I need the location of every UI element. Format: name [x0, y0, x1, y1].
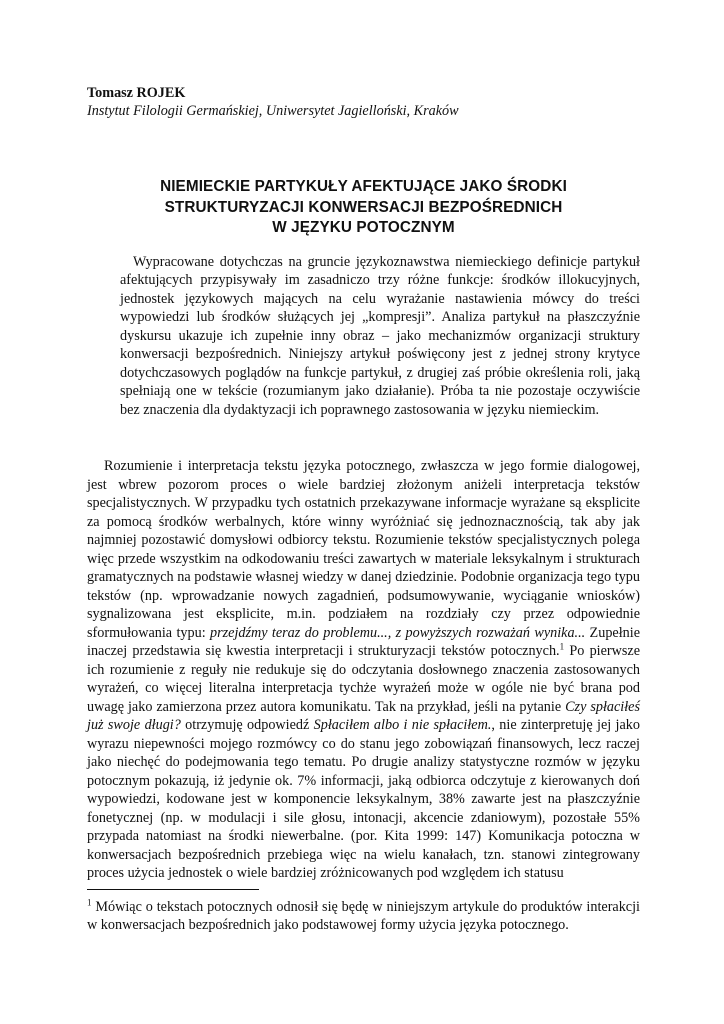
abstract: Wypracowane dotychczas na gruncie językoznawstwa niemieckiego definicje partykuł afektujących przypisywały im zasadniczo trzy różne funkcje: środków illokucyjnych, jednostek językowych mających na celu wyrażanie nastawienia mówcy do treści wypowiedzi lub środków służących jej „kompresji”. Analiza partykuł na płaszczyźnie dyskursu ukazuje ich zupełnie inny obraz – jako mechanizmów organizacji struktury konwersacji bezpośrednich. Niniejszy artykuł poświęcony jest z jednej strony krytyce dotychczasowych poglądów na funkcje partykuł, z drugiej zaś próbie określenia roli, jaką spełniają one w tekście (rozumianym jako działanie). Próba ta nie pozostaje oczywiście bez znaczenia dla dydaktyzacji ich poprawnego zastosowania w języku niemieckim. [120, 253, 640, 418]
italic-example: Czy spłaciłeś już swoje długi? [87, 698, 640, 733]
article-title [87, 177, 640, 239]
body-text-segment: Rozumienie i interpretacja tekstu języka potocznego, zwłaszcza w jego formie dialogowej, jest wbrew pozorom proces o wiele bardziej złożonym aniżeli interpretacja tekstów specjalistycznych. W przypadku tych ostatnich przekazywane informacje wyrażane są eksplicite za pomocą środków werbalnych, które winny wyróżniać się jednoznacznością, tak aby jak najmniej pozostawić domysłowi odbiorcy tekstu. Rozumienie tekstów specjalistycznych polega więc przede wszystkim na odkodowaniu treści zawartych w materiale leksykalnym i strukturach gramatycznych na podstawie własnej wiedzy w danej dziedzinie. Podobnie organizacja tego typu tekstów (np. wprowadzanie nowych zagadnień, podsumowywanie, wyciąganie wniosków) sygnalizowana jest eksplicite, m.in. podziałem na rozdziały czy przez odpowiednie sformułowania typu: [87, 458, 640, 641]
body-text-segment: otrzymuję odpowiedź [180, 717, 314, 733]
body-text-segment: Po pierwsze ich rozumienie z reguły nie redukuje się do odczytania dosłownego znaczenia zastosowanych wyrażeń, co więcej literalna interpretacja tychże wyrażeń może w ogóle nie być brana pod uwagę jako zamierzona przez autora komunikatu. Tak na przykład, jeśli na pytanie [87, 643, 640, 715]
title-line-3: W JĘZYKU POTOCZNYM [272, 219, 455, 236]
document-page [87, 84, 640, 935]
title-line-1: NIEMIECKIE PARTYKUŁY AFEKTUJĄCE JAKO ŚRODKI [160, 178, 567, 195]
author-affiliation: Instytut Filologii Germańskiej, Uniwersytet Jagielloński, Kraków [87, 103, 459, 119]
footnote [87, 898, 640, 935]
footnote-text: Mówiąc o tekstach potocznych odnosił się będę w niniejszym artykule do produktów interakcji w konwersacjach bezpośrednich jako podstawowej formy użycia języka potocznego. [87, 898, 640, 933]
title-line-2: STRUKTURYZACJI KONWERSACJI BEZPOŚREDNICH [164, 198, 563, 216]
footnote-number: 1 [87, 896, 92, 907]
footnote-reference: 1 [559, 641, 565, 652]
footnote-separator [87, 889, 259, 890]
author-name: Tomasz ROJEK [87, 85, 186, 101]
body-paragraph [87, 457, 640, 883]
italic-example: przejdźmy teraz do problemu..., z powyższych rozważań wynika... [210, 624, 586, 641]
body-text-segment: , nie zinterpretuję jej jako wyrazu niepewności mojego rozmówcy co do stanu jego zobowiązań finansowych, lecz raczej jako niechęć do podejmowania tego tematu. Po drugie analizy statystyczne rozmów w języku potocznym pokazują, iż jedynie ok. 7% informacji, jaką odbiorca odczytuje z kierowanych doń wypowiedzi, kodowane jest w komponencie leksykalnym, 38% zawarte jest na płaszczyźnie fonetycznej (np. w modulacji i sile głosu, intonacji, akcencie zdaniowym), pozostałe 55% przypada natomiast na środki niewerbalne. (por. Kita 1999: 147) Komunikacja potoczna w konwersacjach bezpośrednich przebiega więc na wielu kanałach, tzn. stanowi zintegrowany proces użycia jednostek o wiele bardziej zróżnicowanych pod względem ich statusu [87, 717, 640, 881]
body-text-segment: Zupełnie inaczej przedstawia się kwestia interpretacji i strukturyzacji tekstów potocznych. [87, 624, 640, 659]
italic-example: Spłaciłem albo i nie spłaciłem. [313, 717, 492, 733]
